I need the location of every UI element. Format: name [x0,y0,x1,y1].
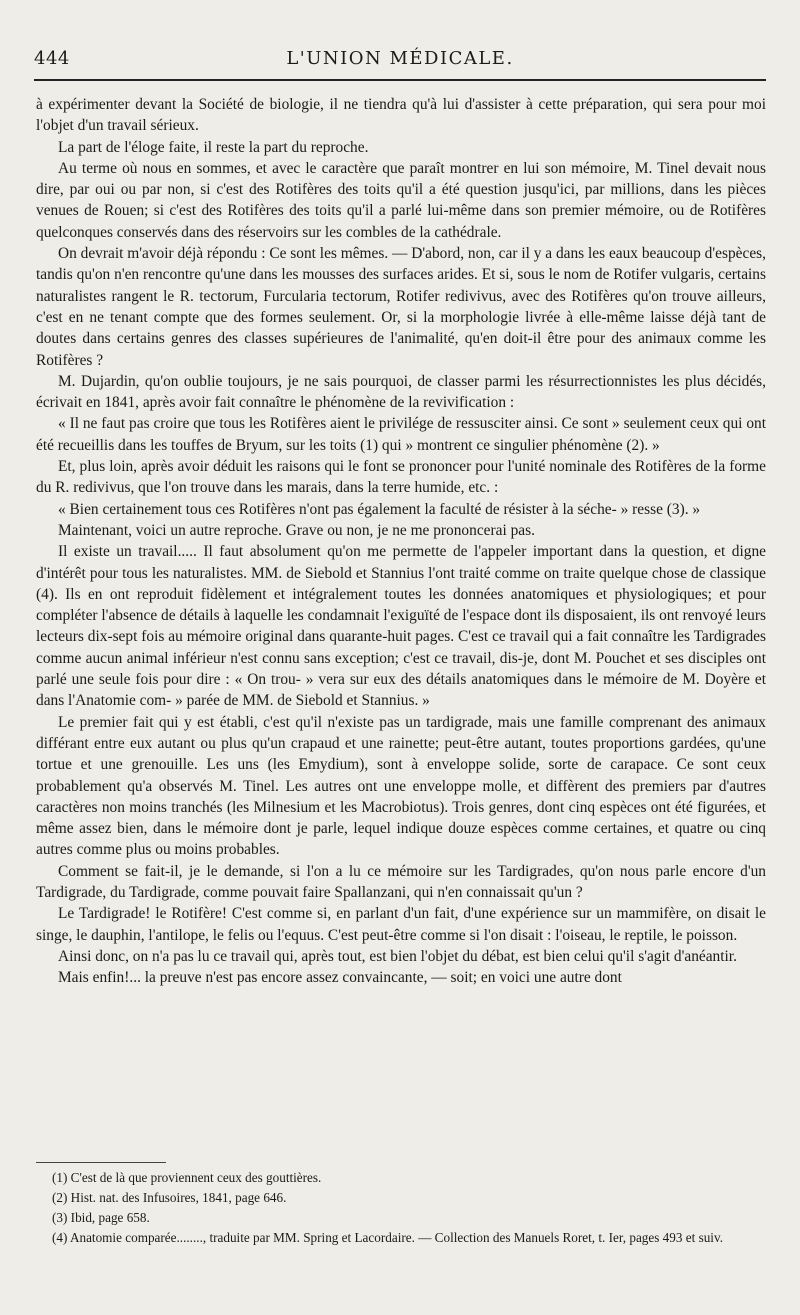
paragraph-2: La part de l'éloge faite, il reste la part du reproche. [58,138,369,156]
footnote-rule [36,1162,166,1163]
running-title: L'UNION MÉDICALE. [286,48,514,69]
footnote-4: (4) Anatomie comparée........, traduite par MM. Spring et Lacordaire. — Collection des Manuels Roret, t. Ier, pages 493 et suiv. [52,1230,723,1245]
paragraph-12: Ainsi donc, on n'a pas lu ce travail qui, après tout, est bien l'objet du débat, est bien celui qu'il s'agit d'anéantir. [58,947,737,965]
footnotes [36,1168,766,1248]
paragraph-6: Et, plus loin, après avoir déduit les raisons qui le font se prononcer pour l'unité nominale des Rotifères de la forme du R. redivivus, que l'on trouve dans les marais, dans la terre humide, etc. : [36,458,766,497]
quotation-2: « Bien certainement tous ces Rotifères n'ont pas également la faculté de résister à la séche- » resse (3). » [58,500,701,518]
quotation-1: « Il ne faut pas croire que tous les Rotifères aient le privilége de ressusciter ainsi. Ce sont » seulement ceux qui ont été recueillis dans les touffes de Bryum, sur les toits (1) qui » montrent ce singulier phénomène (2). » [36,415,766,454]
paragraph-7: Maintenant, voici un autre reproche. Grave ou non, je ne me prononcerai pas. [58,521,535,539]
body-text [36,94,766,988]
footnote-1: (1) C'est de là que proviennent ceux des gouttières. [52,1170,322,1185]
footnote-3: (3) Ibid, page 658. [52,1210,150,1225]
paragraph-13: Mais enfin!... la preuve n'est pas encore assez convaincante, — soit; en voici une autre dont [58,969,622,987]
paragraph-8: Il existe un travail..... Il faut absolument qu'on me permette de l'appeler important dans la question, et digne d'intérêt pour tous les naturalistes. MM. de Siebold et Stannius l'ont traité comme on traite quelque chose de classique (4). Ils en ont reproduit fidèlement et intégralement toutes les données anatomiques et physiologiques; et pour compléter l'absence de détails à laquelle les condamnait l'exiguïté de l'espace dont ils disposaient, ils ont renvoyé leurs lecteurs dix-sept fois au mémoire original dans quarante-huit pages. C'est ce travail qui a fait connaître les Tardigrades comme aucun animal inférieur n'est connu sans exception; c'est ce travail, dis-je, dont M. Pouchet et ses disciples ont parlé une seule fois pour dire : « On trou- » vera sur eux des détails anatomiques dans le mémoire de M. Doyère et dans l'Anatomie com- » parée de MM. de Siebold et Stannius. » [36,543,766,710]
paragraph-3: Au terme où nous en sommes, et avec le caractère que paraît montrer en lui son mémoire, M. Tinel devait nous dire, par oui ou par non, si c'est des Rotifères des toits qu'il a été question jusqu'ici, par millions, dans les pièces venues de Rouen; si c'est des Rotifères des toits qu'il a parlé lui-même dans son premier mémoire, ou de Rotifères quelconques conservés dans des réservoirs sur les combles de la cathédrale. [36,159,766,241]
paragraph-10: Comment se fait-il, je le demande, si l'on a lu ce mémoire sur les Tardigrades, qu'on nous parle encore d'un Tardigrade, du Tardigrade, comme pouvait faire Spallanzani, qui n'en connaissait qu'un ? [36,862,766,901]
paragraph-11: Le Tardigrade! le Rotifère! C'est comme si, en parlant d'un fait, d'une expérience sur un mammifère, on disait le singe, le dauphin, l'antilope, le felis ou l'equus. C'est peut-être comme si l'on disait : l'oiseau, le reptile, le poisson. [36,905,766,944]
paragraph-1: à expérimenter devant la Société de biologie, il ne tiendra qu'à lui d'assister à cette préparation, qui sera pour moi l'objet d'un travail sérieux. [36,96,766,135]
header-rule [34,79,766,81]
paragraph-4: On devrait m'avoir déjà répondu : Ce sont les mêmes. — D'abord, non, car il y a dans les eaux beaucoup d'espèces, tandis qu'on n'en rencontre qu'une dans les mousses des surfaces arides. Et si, sous le nom de Rotifer vulgaris, certains naturalistes rangent le R. tectorum, Furcularia tectorum, Rotifer redivivus, avec des Rotifères qu'on trouve ailleurs, c'est en ne tenant compte que des formes seulement. Or, si la morphologie livrée à elle-même laisse déjà tant de doutes dans certains genres des classes supérieures de l'animalité, qu'en doit-il être pour des animaux comme les Rotifères ? [36,245,766,369]
paragraph-9: Le premier fait qui y est établi, c'est qu'il n'existe pas un tardigrade, mais une famille comprenant des animaux différant entre eux autant ou plus qu'un crapaud et une rainette; peut-être autant, toutes proportions gardées, qu'une tortue et une grenouille. Les uns (les Emydium), sont à enveloppe solide, sorte de carapace. Ce sont ceux probablement qu'a observés M. Tinel. Les autres ont une enveloppe molle, et diffèrent des premiers par d'autres caractères non moins tranchés (les Milnesium et les Macrobiotus). Trois genres, dont cinq espèces ont été figurées, et même assez bien, dans le mémoire dont je parle, lequel indique douze espèces comme certaines, et quatre ou cinq autres comme plus ou moins probables. [36,713,766,859]
paragraph-5: M. Dujardin, qu'on oublie toujours, je ne sais pourquoi, de classer parmi les résurrectionnistes les plus décidés, écrivait en 1841, après avoir fait connaître le phénomène de la revivification : [36,372,766,412]
footnote-2: (2) Hist. nat. des Infusoires, 1841, page 646. [52,1190,287,1205]
page-header [34,44,766,74]
page-number: 444 [34,48,70,69]
